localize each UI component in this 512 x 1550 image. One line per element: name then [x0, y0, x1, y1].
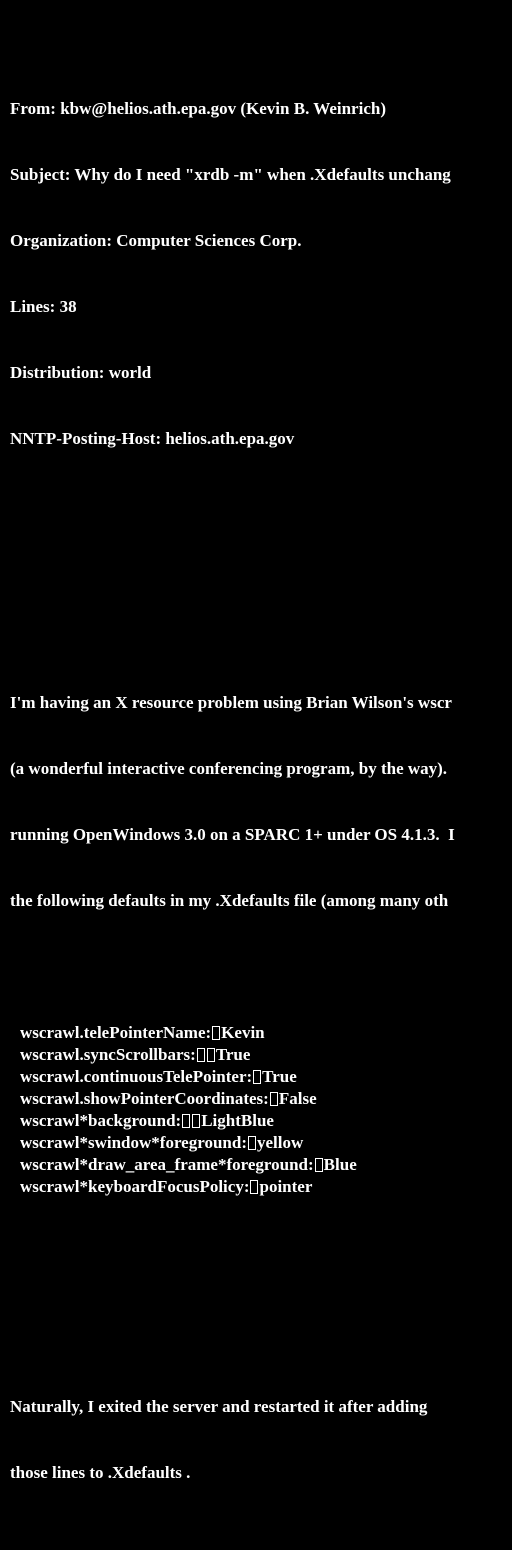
body-line: the following defaults in my .Xdefaults file (among many oth	[10, 891, 449, 910]
tab-glyph-box-icon	[315, 1158, 323, 1172]
xdefault-key: wscrawl*background:	[20, 1111, 182, 1130]
xdefault-entry	[10, 1132, 512, 1154]
xdefault-key: wscrawl.continuousTelePointer:	[20, 1067, 253, 1086]
tab-glyph-box-icon	[192, 1114, 200, 1128]
tab-glyph-box-icon	[182, 1114, 190, 1128]
tab-glyph-box-icon	[270, 1092, 278, 1106]
blank-line	[10, 1264, 512, 1286]
xdefault-entry	[10, 1088, 512, 1110]
posting-host-line: NNTP-Posting-Host: helios.ath.epa.gov	[10, 429, 295, 448]
tab-glyph-box-icon	[250, 1180, 258, 1194]
organization-line: Organization: Computer Sciences Corp.	[10, 231, 302, 250]
xdefault-value: Kevin	[221, 1023, 265, 1042]
xdefault-entry	[10, 1154, 512, 1176]
xdefault-key: wscrawl.syncScrollbars:	[20, 1045, 196, 1064]
blank-line	[10, 560, 512, 582]
xdefault-value: True	[262, 1067, 297, 1086]
xdefault-key: wscrawl*draw_area_frame*foreground:	[20, 1155, 314, 1174]
xdefault-entry	[10, 1044, 512, 1066]
body-line: those lines to .Xdefaults .	[10, 1463, 191, 1482]
xdefault-value: yellow	[257, 1133, 304, 1152]
xdefault-key: wscrawl.showPointerCoordinates:	[20, 1089, 269, 1108]
body-line: Naturally, I exited the server and restarted it after adding	[10, 1397, 428, 1416]
xdefault-value: True	[215, 1045, 251, 1064]
distribution-line: Distribution: world	[10, 363, 152, 382]
xdefault-entry	[10, 1176, 512, 1198]
lines-count-line: Lines: 38	[10, 297, 77, 316]
xdefault-entry	[10, 1110, 512, 1132]
article-header	[10, 54, 512, 494]
from-line: From: kbw@helios.ath.epa.gov (Kevin B. Weinrich)	[10, 99, 386, 118]
xdefault-key: wscrawl*keyboardFocusPolicy:	[20, 1177, 250, 1196]
xdefault-value: False	[278, 1089, 317, 1108]
tab-glyph-box-icon	[248, 1136, 256, 1150]
body-paragraph-2	[10, 1352, 512, 1528]
tab-glyph-box-icon	[207, 1048, 215, 1062]
xdefault-entry	[10, 1022, 512, 1044]
tab-glyph-box-icon	[253, 1070, 261, 1084]
body-line: I'm having an X resource problem using Brian Wilson's wscr	[10, 693, 452, 712]
subject-line: Subject: Why do I need "xrdb -m" when .Xdefaults unchang	[10, 165, 451, 184]
xdefaults-list	[10, 1022, 512, 1198]
xdefault-entry	[10, 1066, 512, 1088]
news-article	[10, 10, 512, 1550]
xdefault-key: wscrawl.telePointerName:	[20, 1023, 212, 1042]
xdefault-value: Blue	[323, 1155, 357, 1174]
body-line: (a wonderful interactive conferencing program, by the way).	[10, 759, 448, 778]
xdefault-value: LightBlue	[201, 1111, 274, 1130]
xdefault-value: pointer	[259, 1177, 313, 1196]
body-line: running OpenWindows 3.0 on a SPARC 1+ under OS 4.1.3. I	[10, 825, 455, 844]
xdefault-key: wscrawl*swindow*foreground:	[20, 1133, 247, 1152]
tab-glyph-box-icon	[212, 1026, 220, 1040]
body-paragraph-1	[10, 648, 512, 956]
tab-glyph-box-icon	[197, 1048, 205, 1062]
